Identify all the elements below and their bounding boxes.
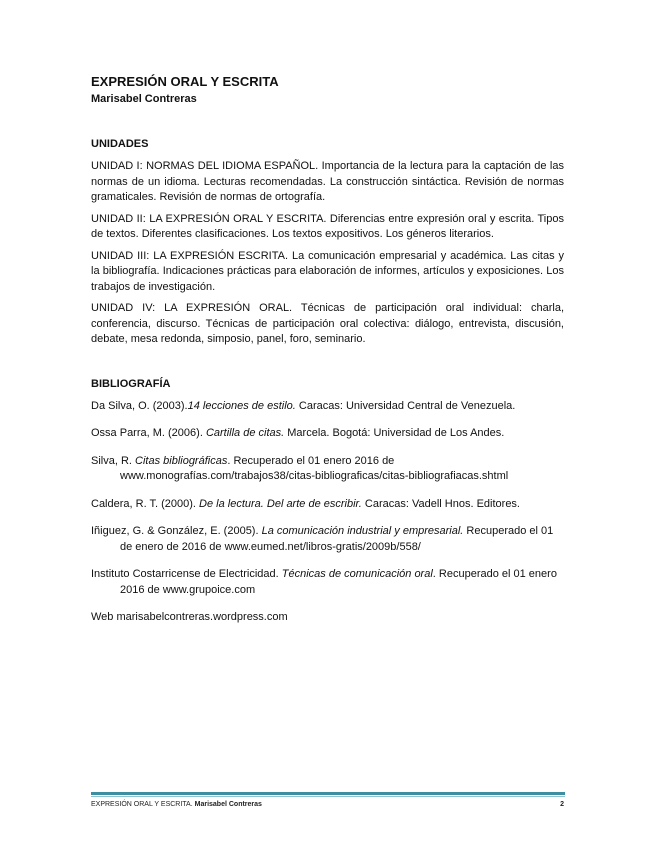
- ref-title: Técnicas de comunicación oral: [281, 568, 433, 580]
- ref-author: Ossa Parra, M. (2006).: [91, 427, 206, 439]
- ref-title: De la lectura. Del arte de escribir.: [199, 497, 362, 510]
- unidad-paragraph: UNIDAD IV: LA EXPRESIÓN ORAL. Técnicas de participación oral individual: charla, conferencia, discurso. Técnicas de participación oral colectiva: diálogo, entrevista, discusión, debate, mesa redonda, simposio, panel, foro, seminario.: [91, 302, 564, 345]
- footer-author: Marisabel Contreras: [194, 801, 262, 808]
- ref-author: Caldera, R. T. (2000).: [91, 497, 200, 510]
- footer-rule-thin: [91, 796, 565, 797]
- ref-web: Web marisabelcontreras.wordpress.com: [91, 611, 288, 623]
- ref-author: Silva, R.: [91, 454, 136, 467]
- ref-details: Recuperado el 01 de enero de 2016 de www.eumed.net/libros-gratis/2009b/558/: [120, 525, 554, 553]
- ref-author: Instituto Costarricense de Electricidad.: [91, 568, 282, 580]
- bibliography-entry: [91, 426, 564, 442]
- ref-title: La comunicación industrial y empresarial.: [261, 525, 464, 537]
- ref-details: Caracas: Universidad Central de Venezuela.: [295, 399, 516, 412]
- bibliography-entry: [91, 610, 564, 626]
- ref-title: 14 lecciones de estilo.: [187, 399, 296, 412]
- ref-title: Cartilla de citas.: [205, 427, 285, 439]
- bibliography-entry: [91, 399, 564, 415]
- ref-details: . Recuperado el 01 enero 2016 de www.grupoice.com: [120, 568, 557, 596]
- footer-running-title: [91, 800, 262, 809]
- ref-author: Da Silva, O. (2003).: [91, 399, 188, 412]
- ref-title: Citas bibliográficas: [135, 454, 228, 467]
- document-author: Marisabel Contreras: [91, 93, 197, 105]
- bibliography-entry: [91, 567, 564, 598]
- unidad-paragraph: UNIDAD II: LA EXPRESIÓN ORAL Y ESCRITA. Diferencias entre expresión oral y escrita. Tipos de textos. Diferentes clasificaciones. Los textos expositivos. Los géneros literarios.: [91, 212, 564, 240]
- section-heading-unidades: UNIDADES: [91, 138, 149, 150]
- ref-details: . Recuperado el 01 enero 2016 de www.monografías.com/trabajos38/citas-bibliograficas/citas-bibliografiacas.shtml: [120, 454, 509, 482]
- unidad-paragraph: UNIDAD I: NORMAS DEL IDIOMA ESPAÑOL. Importancia de la lectura para la captación de las normas de un idioma. Lecturas recomendadas. La construcción sintáctica. Revisión de normas gramaticales. Revisión de normas de ortografía.: [91, 160, 564, 203]
- ref-details: Caracas: Vadell Hnos. Editores.: [361, 497, 520, 510]
- ref-details: Marcela. Bogotá: Universidad de Los Andes.: [284, 427, 505, 439]
- section-heading-bibliografia: BIBLIOGRAFÍA: [91, 377, 171, 390]
- unidad-paragraph: UNIDAD III: LA EXPRESIÓN ESCRITA. La comunicación empresarial y académica. Las citas y la bibliografía. Indicaciones prácticas para elaboración de informes, artículos y exposiciones. Los trabajos de investigación.: [91, 249, 564, 293]
- footer-rule: [91, 792, 565, 795]
- document-title: EXPRESIÓN ORAL Y ESCRITA: [91, 74, 279, 89]
- page-content: [91, 74, 564, 638]
- footer-course: EXPRESIÓN ORAL Y ESCRITA.: [91, 801, 193, 808]
- bibliography-entry: [91, 524, 564, 555]
- bibliography-entry: [91, 497, 564, 513]
- bibliography-entry: [91, 454, 564, 485]
- page-number: 2: [560, 801, 564, 808]
- ref-author: Iñiguez, G. & González, E. (2005).: [91, 525, 262, 537]
